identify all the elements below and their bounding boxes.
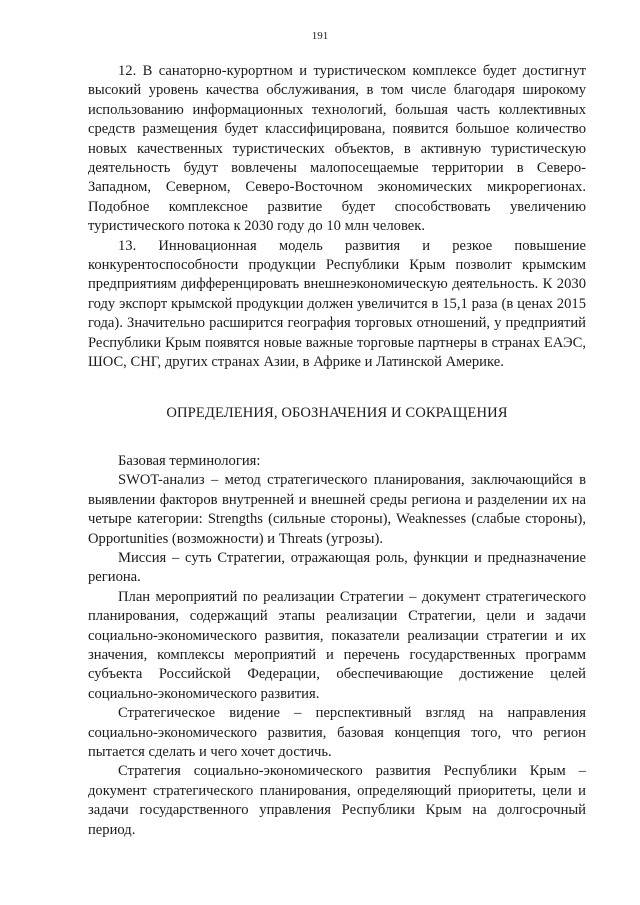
definition-action-plan: План мероприятий по реализации Стратегии – документ стратегического планирования, содержащий этапы реализации Стратегии, цели и задачи социально-экономического развития, показатели реализации стратегии и их значения, комплексы мероприятий и перечень государственных программ субъекта Российской Федерации, обеспечивающие достижение целей социально-экономического развития.: [88, 588, 586, 702]
paragraph-item-12: 12. В санаторно-курортном и туристическом комплексе будет достигнут высокий уровень качества обслуживания, в том числе благодаря широкому использованию информационных технологий, большая часть коллективных средств размещения будет классифицирована, появится большое количество новых качественных туристических объектов, в активную туристическую деятельность будут вовлечены малопосещаемые территории в Северо-Западном, Северном, Северо-Восточном экономических микрорегионах. Подобное комплексное развитие будет способствовать увеличению туристического потока к 2030 году до 10 млн человек.: [88, 63, 586, 235]
page-number: 191: [311, 30, 329, 42]
page-body: [88, 62, 586, 840]
definition-mission: Миссия – суть Стратегии, отражающая роль, функции и предназначение региона.: [88, 549, 586, 586]
definition-strategic-vision: Стратегическое видение – перспективный взгляд на направления социально-экономического развития, базовая концепция того, что регион пытается сделать и чего хочет достичь.: [88, 705, 586, 760]
definition-strategy: Стратегия социально-экономического развития Республики Крым – документ стратегического планирования, определяющий приоритеты, цели и задачи государственного управления Республики Крым на долгосрочный период.: [88, 763, 586, 838]
section-heading: ОПРЕДЕЛЕНИЯ, ОБОЗНАЧЕНИЯ И СОКРАЩЕНИЯ: [166, 404, 508, 421]
terminology-intro: Базовая терминология:: [118, 452, 261, 469]
definition-swot: SWOT-анализ – метод стратегического планирования, заключающийся в выявлении факторов внутренней и внешней среды региона и разделении их на четыре категории: Strengths (сильные стороны), Weaknesses (слабые стороны), Opportunities (возможности) и Threats (угрозы).: [88, 472, 586, 547]
paragraph-item-13: 13. Инновационная модель развития и резкое повышение конкурентоспособности продукции Республики Крым позволит крымским предприятиям дифференцировать внешнеэкономическую деятельность. К 2030 году экспорт крымской продукции должен увеличится в 15,1 раза (в ценах 2015 года). Значительно расширится география торговых отношений, у предприятий Республики Крым появятся новые важные торговые партнеры в странах ЕАЭС, ШОС, СНГ, других странах Азии, в Африке и Латинской Америке.: [88, 237, 586, 371]
